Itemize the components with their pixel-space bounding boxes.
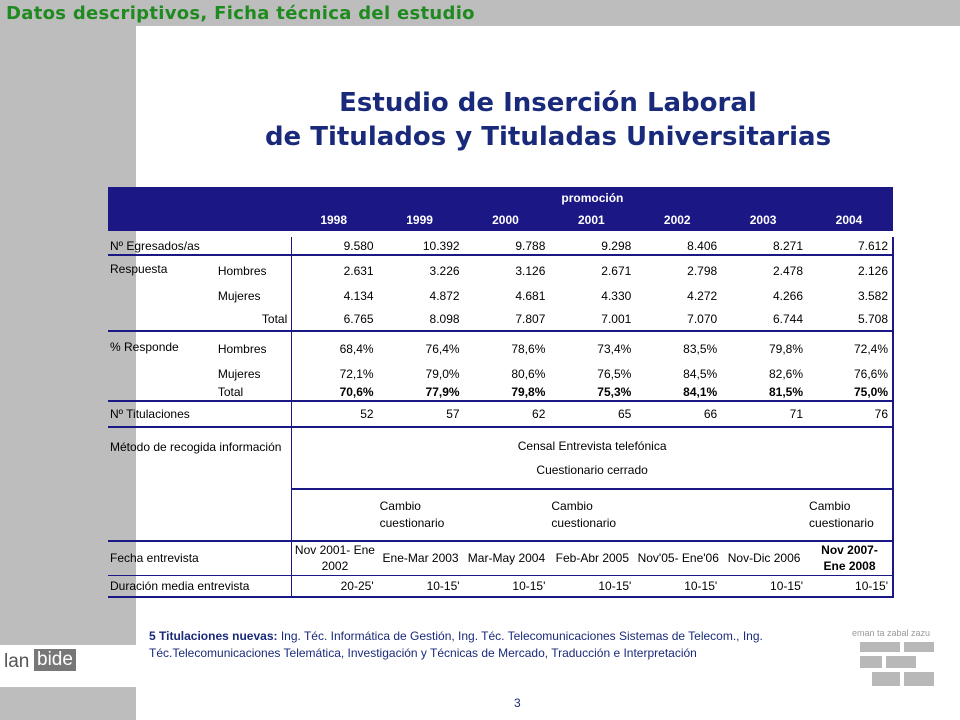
table-cell: 3.582: [807, 285, 893, 307]
duracion-row: [108, 575, 893, 597]
table-cell: 70,6%: [292, 383, 378, 401]
table-cell: 79,0%: [425, 367, 460, 381]
year-cell: 2002: [635, 209, 721, 231]
table-cell: 80,6%: [511, 367, 546, 381]
responde-hombres-row: [108, 331, 893, 365]
table-cell: Nov 2001- Ene 2002: [292, 541, 378, 575]
table-cell: 76,4%: [425, 341, 460, 356]
table-cell: 4.272: [687, 289, 718, 303]
table-cell: 84,5%: [683, 367, 718, 381]
table-cell: 4.266: [773, 289, 804, 303]
row-label: Método de recogida información: [110, 440, 282, 454]
table-cell: 81,5%: [721, 383, 807, 401]
cambio-note: Cambio cuestionario: [551, 499, 617, 530]
table-cell: 82,6%: [769, 367, 804, 381]
sub-label: Hombres: [217, 341, 267, 356]
titulaciones-row: [108, 401, 893, 427]
row-label: % Responde: [110, 340, 179, 354]
row-label: Respuesta: [110, 262, 168, 276]
table-cell: 9.298: [549, 237, 635, 255]
table-cell: Nov 2007- Ene 2008: [807, 541, 893, 575]
row-label: Fecha entrevista: [110, 551, 199, 566]
header-blank: [108, 187, 292, 209]
table-cell: Nov'05- Ene'06: [637, 551, 719, 566]
table-cell: 72,1%: [292, 365, 378, 383]
year-cell: 2001: [549, 209, 635, 231]
fecha-row: [108, 541, 893, 575]
title-line-2: de Titulados y Tituladas Universitarias: [264, 122, 832, 152]
table-cell: 10-15': [635, 575, 721, 597]
table-cell: 62: [464, 401, 550, 427]
responde-total-row: [108, 383, 893, 401]
table-cell: 3.126: [515, 263, 546, 278]
lanbide-logo: [0, 645, 136, 687]
cambio-note: Cambio cuestionario: [807, 489, 893, 541]
table-cell: 76: [807, 401, 893, 427]
lanbide-lan: lan: [4, 651, 30, 672]
metodo-line-2: Cuestionario cerrado: [536, 463, 648, 477]
table-cell: 8.098: [378, 307, 464, 331]
year-cell: 1999: [378, 209, 464, 231]
table-cell: 4.872: [429, 289, 460, 303]
table-cell: 79,8%: [769, 341, 804, 356]
table-cell: 57: [378, 401, 464, 427]
table-cell: 83,5%: [683, 341, 718, 356]
table-cell: 20-25': [292, 575, 378, 597]
table-cell: 2.671: [601, 263, 632, 278]
table-cell: 78,6%: [511, 341, 546, 356]
table-cell: 4.134: [292, 285, 378, 307]
sub-label: Mujeres: [217, 367, 261, 381]
footnote: [149, 628, 849, 662]
table-cell: 7.070: [635, 307, 721, 331]
metodo-row: [108, 427, 893, 489]
table-cell: Nov-Dic 2006: [727, 551, 801, 566]
table-cell: 66: [635, 401, 721, 427]
sub-label: Hombres: [217, 263, 267, 278]
page-number: 3: [514, 696, 521, 710]
group-header: promoción: [292, 187, 893, 209]
respuesta-total-row: [108, 307, 893, 331]
table-cell: 68,4%: [292, 331, 378, 365]
sub-label: Total: [216, 307, 292, 331]
respuesta-mujeres-row: [108, 285, 893, 307]
year-cell: 2003: [721, 209, 807, 231]
table-cell: 9.580: [292, 237, 378, 255]
title-line-1: Estudio de Inserción Laboral: [339, 88, 757, 118]
upv-logo: [852, 628, 944, 692]
year-cell: 2000: [464, 209, 550, 231]
cambio-note: Cambio cuestionario: [379, 499, 445, 530]
table-cell: 10-15': [549, 575, 635, 597]
table-cell: 6.765: [292, 307, 378, 331]
year-cell: 2004: [807, 209, 893, 231]
page-title: [136, 86, 960, 154]
table-cell: 10.392: [378, 237, 464, 255]
header-title: Datos descriptivos, Ficha técnica del estudio: [6, 3, 475, 24]
table-cell: 2.631: [292, 255, 378, 285]
table-cell: 71: [721, 401, 807, 427]
table-cell: 76,5%: [597, 367, 632, 381]
table-cell: 10-15': [807, 575, 893, 597]
metodo-line-1: Censal Entrevista telefónica: [517, 439, 667, 453]
responde-mujeres-row: [108, 365, 893, 383]
table-cell: 84,1%: [635, 383, 721, 401]
table-cell: 4.330: [601, 289, 632, 303]
table-cell: 8.406: [635, 237, 721, 255]
table-cell: 5.708: [807, 307, 893, 331]
table-cell: 10-15': [378, 575, 464, 597]
table-cell: 79,8%: [464, 383, 550, 401]
table-cell: 10-15': [464, 575, 550, 597]
table-cell: Mar-May 2004: [467, 551, 546, 566]
row-label: Duración media entrevista: [108, 575, 292, 597]
table-cell: 7.001: [549, 307, 635, 331]
table-cell: 10-15': [721, 575, 807, 597]
table-cell: 7.612: [807, 237, 893, 255]
table-cell: 6.744: [721, 307, 807, 331]
table-cell: 73,4%: [597, 341, 632, 356]
respuesta-hombres-row: [108, 255, 893, 285]
year-cell: 1998: [292, 209, 378, 231]
table-cell: Feb-Abr 2005: [555, 551, 630, 566]
table-cell: 77,9%: [378, 383, 464, 401]
table-cell: 3.226: [429, 263, 460, 278]
footnote-bold: 5 Titulaciones nuevas:: [149, 629, 278, 643]
lanbide-bide: bide: [34, 649, 76, 671]
years-row: [108, 209, 893, 231]
table-cell: 2.126: [807, 255, 893, 285]
table-cell: 2.798: [687, 263, 718, 278]
upv-emblem-icon: [852, 638, 944, 690]
row-label: Nº Egresados/as: [108, 237, 292, 255]
survey-table: [108, 187, 894, 598]
table-cell: 75,3%: [549, 383, 635, 401]
sub-label: Total: [216, 383, 292, 401]
row-label: Nº Titulaciones: [108, 401, 292, 427]
table-cell: 65: [549, 401, 635, 427]
table-cell: 75,0%: [807, 383, 893, 401]
sub-label: Mujeres: [217, 289, 261, 303]
table-cell: 7.807: [464, 307, 550, 331]
egresados-row: [108, 237, 893, 255]
table-cell: 76,6%: [807, 365, 893, 383]
table-cell: 72,4%: [807, 331, 893, 365]
upv-slogan: eman ta zabal zazu: [852, 628, 931, 638]
metodo-cell: [292, 427, 893, 489]
footnote-text: Ing. Téc. Informática de Gestión, Ing. Téc. Telecomunicaciones Sistemas de Telecom., Ing. Téc.Telecomunicaciones Telemática, Investigación y Técnicas de Mercado, Traducción e Interpretación: [149, 629, 763, 660]
table-cell: 9.788: [464, 237, 550, 255]
table-cell: Ene-Mar 2003: [382, 551, 459, 566]
table-cell: 4.681: [515, 289, 546, 303]
table-cell: 8.271: [721, 237, 807, 255]
table-cell: 52: [292, 401, 378, 427]
table-cell: 2.478: [773, 263, 804, 278]
